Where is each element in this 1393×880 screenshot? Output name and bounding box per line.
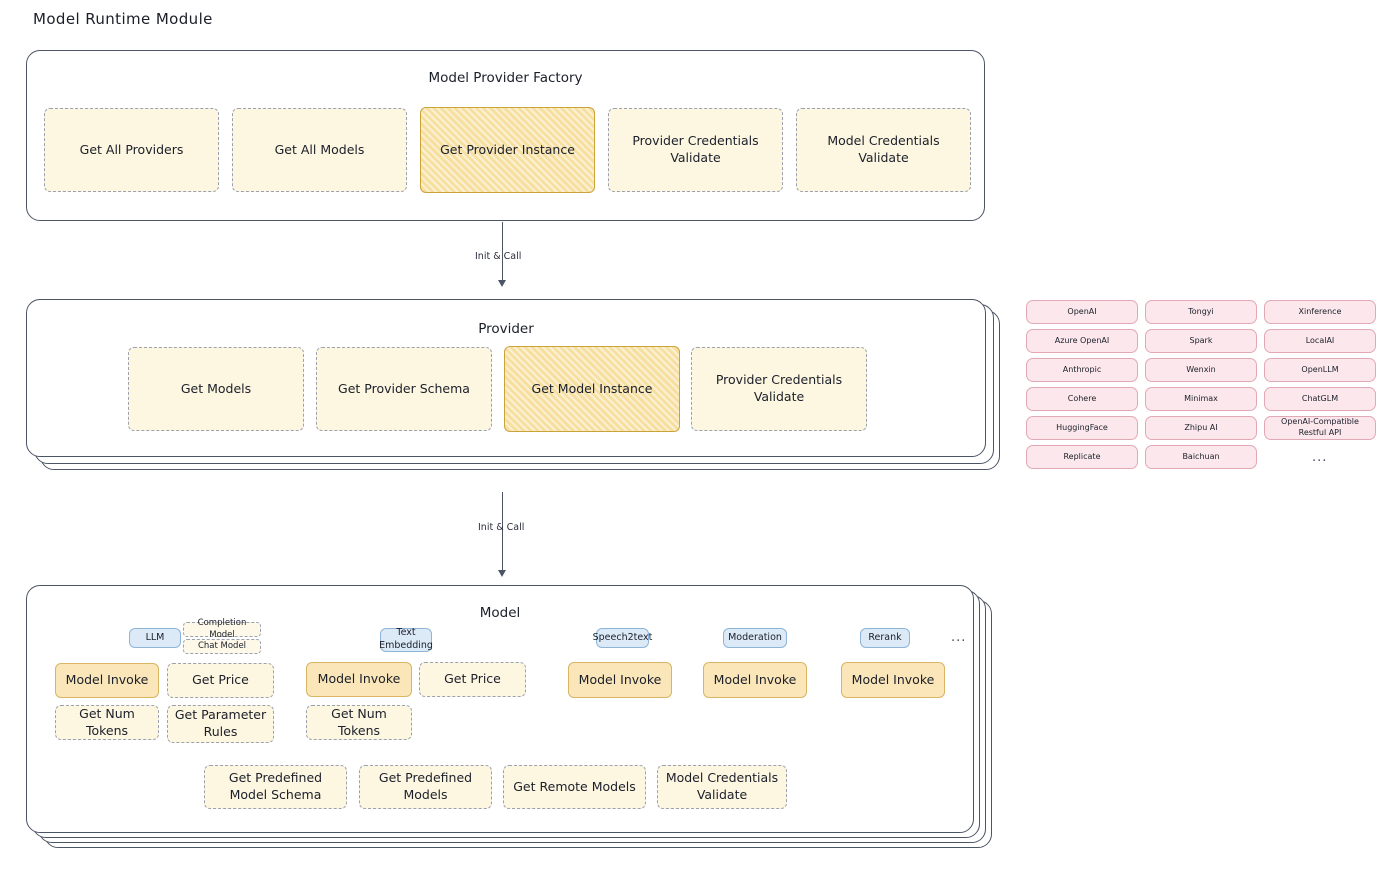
- provider-chip-tongyi[interactable]: Tongyi: [1145, 300, 1257, 324]
- embedding-op-get-price[interactable]: Get Price: [419, 662, 526, 697]
- factory-node-provider-credentials-validate[interactable]: Provider Credentials Validate: [608, 108, 783, 192]
- provider-chip-cohere[interactable]: Cohere: [1026, 387, 1138, 411]
- provider-chip-xinference[interactable]: Xinference: [1264, 300, 1376, 324]
- arrow-provider-to-model-head: [498, 570, 506, 577]
- provider-node-get-model-instance[interactable]: Get Model Instance: [504, 346, 680, 432]
- model-type-llm[interactable]: LLM: [129, 628, 181, 648]
- model-type-speech2text[interactable]: Speech2text: [596, 628, 649, 648]
- provider-chip-huggingface[interactable]: HuggingFace: [1026, 416, 1138, 440]
- provider-chip-openai[interactable]: OpenAI: [1026, 300, 1138, 324]
- model-type-moderation[interactable]: Moderation: [723, 628, 787, 648]
- model-op-get-remote-models[interactable]: Get Remote Models: [503, 765, 646, 809]
- provider-chip-wenxin[interactable]: Wenxin: [1145, 358, 1257, 382]
- rerank-op-model-invoke[interactable]: Model Invoke: [841, 662, 945, 698]
- speech2text-op-model-invoke[interactable]: Model Invoke: [568, 662, 672, 698]
- model-provider-factory-title: Model Provider Factory: [428, 70, 583, 86]
- model-types-more: ...: [951, 630, 967, 645]
- provider-chip-azure-openai[interactable]: Azure OpenAI: [1026, 329, 1138, 353]
- llm-op-get-price[interactable]: Get Price: [167, 663, 274, 698]
- moderation-op-model-invoke[interactable]: Model Invoke: [703, 662, 807, 698]
- embedding-op-model-invoke[interactable]: Model Invoke: [306, 662, 412, 697]
- model-type-completion-model[interactable]: Completion Model: [183, 622, 261, 637]
- provider-list-more: ...: [1312, 450, 1328, 465]
- provider-title: Provider: [478, 321, 534, 337]
- factory-node-get-all-models[interactable]: Get All Models: [232, 108, 407, 192]
- model-op-model-credentials-validate[interactable]: Model Credentials Validate: [657, 765, 787, 809]
- model-title: Model: [479, 605, 521, 621]
- factory-node-get-provider-instance[interactable]: Get Provider Instance: [420, 107, 595, 193]
- llm-op-get-num-tokens[interactable]: Get Num Tokens: [55, 705, 159, 740]
- provider-chip-baichuan[interactable]: Baichuan: [1145, 445, 1257, 469]
- arrow-factory-to-provider-head: [498, 280, 506, 287]
- provider-chip-openai-compatible-restful-api[interactable]: OpenAI-Compatible Restful API: [1264, 416, 1376, 440]
- provider-chip-replicate[interactable]: Replicate: [1026, 445, 1138, 469]
- provider-node-get-provider-schema[interactable]: Get Provider Schema: [316, 347, 492, 431]
- provider-chip-openllm[interactable]: OpenLLM: [1264, 358, 1376, 382]
- model-type-chat-model[interactable]: Chat Model: [183, 639, 261, 654]
- model-type-rerank[interactable]: Rerank: [860, 628, 910, 648]
- provider-chip-spark[interactable]: Spark: [1145, 329, 1257, 353]
- llm-op-get-parameter-rules[interactable]: Get Parameter Rules: [167, 705, 274, 743]
- provider-chip-chatglm[interactable]: ChatGLM: [1264, 387, 1376, 411]
- provider-node-get-models[interactable]: Get Models: [128, 347, 304, 431]
- provider-chip-anthropic[interactable]: Anthropic: [1026, 358, 1138, 382]
- model-type-text-embedding[interactable]: Text Embedding: [379, 627, 433, 651]
- page-title: Model Runtime Module: [33, 10, 213, 28]
- factory-node-model-credentials-validate[interactable]: Model Credentials Validate: [796, 108, 971, 192]
- model-op-get-predefined-models[interactable]: Get Predefined Models: [359, 765, 492, 809]
- llm-op-model-invoke[interactable]: Model Invoke: [55, 663, 159, 698]
- provider-chip-localai[interactable]: LocalAI: [1264, 329, 1376, 353]
- arrow-label-init-call-2: Init & Call: [478, 522, 525, 533]
- arrow-label-init-call-1: Init & Call: [475, 251, 522, 262]
- provider-chip-zhipu-ai[interactable]: Zhipu AI: [1145, 416, 1257, 440]
- provider-chip-minimax[interactable]: Minimax: [1145, 387, 1257, 411]
- model-op-get-predefined-model-schema[interactable]: Get Predefined Model Schema: [204, 765, 347, 809]
- provider-node-provider-credentials-validate[interactable]: Provider Credentials Validate: [691, 347, 867, 431]
- embedding-op-get-num-tokens[interactable]: Get Num Tokens: [306, 705, 412, 740]
- factory-node-get-all-providers[interactable]: Get All Providers: [44, 108, 219, 192]
